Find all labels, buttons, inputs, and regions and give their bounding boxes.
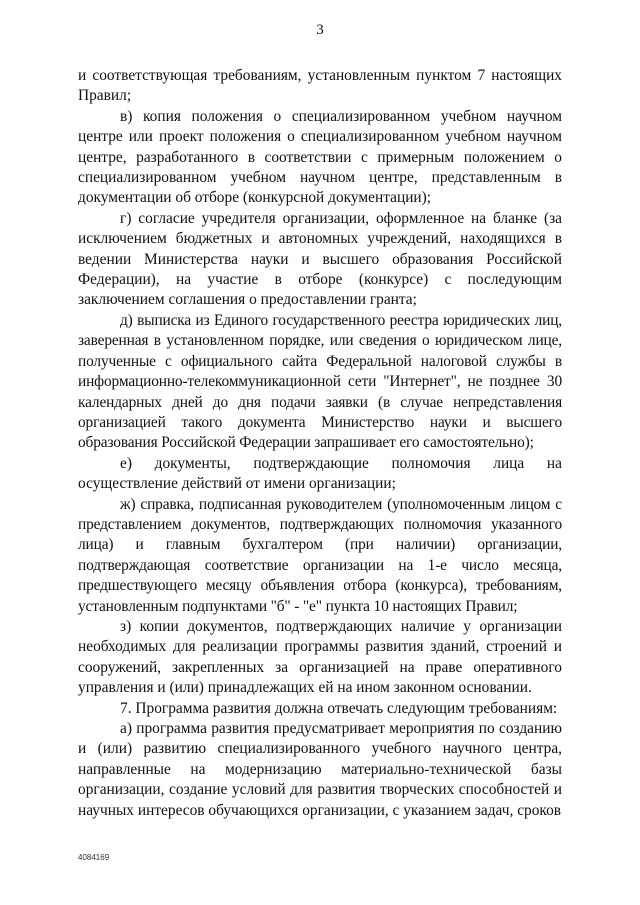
- paragraph-section-7: 7. Программа развития должна отвечать следующим требованиям:: [120, 699, 558, 717]
- paragraph-continuation: и соответствующая требованиям, установленным пунктом 7 настоящих Правил;: [78, 67, 562, 105]
- paragraph-item-a: а) программа развития предусматривает мероприятия по созданию и (или) развитию специализированного учебного научного центра, направленные на модернизацию материально-технической базы организации, создание условий для развития творческих способностей и научных интересов обучающихся организации, с указанием задач, сроков: [78, 720, 562, 819]
- paragraph-item-d: д) выписка из Единого государственного реестра юридических лиц, заверенная в установленном порядке, или сведения о юридическом лице, полученные с официального сайта Федеральной налоговой службы в информационно-телекоммуникационной сети "Интернет", не позднее 30 календарных дней до дня подачи заявки (в случае непредставления организацией такого документа Министерство науки и высшего образования Российской Федерации запрашивает его самостоятельно);: [78, 311, 562, 452]
- paragraph-item-g: г) согласие учредителя организации, оформленное на бланке (за исключением бюджетных и автономных учреждений, находящихся в ведении Министерства науки и высшего образования Российской Федерации), на участие в отборе (конкурсе) с последующим заключением соглашения о предоставлении гранта;: [78, 209, 562, 309]
- document-code: 4084169: [78, 853, 110, 862]
- page-number: 3: [316, 22, 324, 38]
- paragraph-item-e: е) документы, подтверждающие полномочия лица на осуществление действий от имени организации;: [78, 454, 562, 493]
- document-body: [78, 66, 562, 821]
- paragraph-item-v: в) копия положения о специализированном учебном научном центре или проект положения о специализированном учебном научном центре, разработанного в соответствии с примерным положением о специализированном учебном научном центре, представленным в документации об отборе (конкурсной документации);: [78, 107, 562, 207]
- paragraph-item-z: з) копии документов, подтверждающих наличие у организации необходимых для реализации программы развития зданий, строений и сооружений, закрепленных за организацией на праве оперативного управления и (или) принадлежащих ей на ином законном основании.: [78, 617, 562, 697]
- paragraph-item-zh: ж) справка, подписанная руководителем (уполномоченным лицом с представлением документов, подтверждающих полномочия указанного лица) и главным бухгалтером (при наличии) организации, подтверждающая соответствие организации на 1-е число месяца, предшествующего месяцу объявления отбора (конкурса), требованиям, установленным подпунктами "б" - "е" пункта 10 настоящих Правил;: [78, 495, 562, 615]
